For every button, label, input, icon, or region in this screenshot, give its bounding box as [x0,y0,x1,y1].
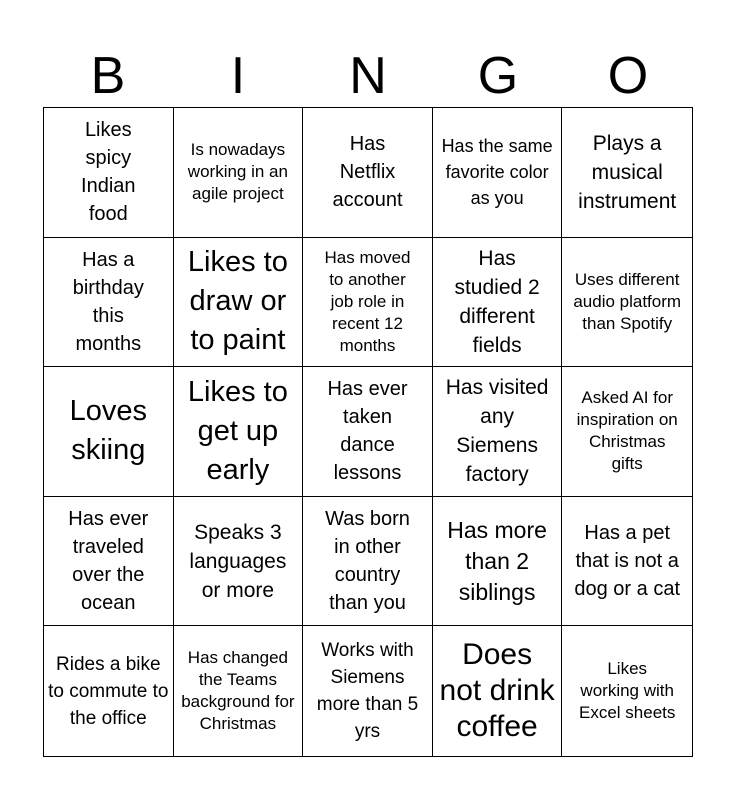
bingo-cell[interactable] [562,108,692,238]
bingo-board [43,107,693,757]
bingo-cell[interactable] [174,626,304,756]
cell-label: Has ever traveled over the ocean [68,508,149,615]
cell-label: Likes to draw or to paint [187,246,288,357]
bingo-cell[interactable] [433,238,563,368]
cell-label: Has studied 2 different fields [454,246,540,357]
bingo-cell[interactable] [303,497,433,627]
header-letter-b: B [90,47,126,105]
bingo-cell[interactable] [174,238,304,368]
cell-label: Has changed the Teams background for Christmas [181,648,295,734]
bingo-cell[interactable] [562,626,692,756]
bingo-cell[interactable] [44,497,174,627]
cell-label: Has the same favorite color as you [441,136,553,209]
cell-label: Speaks 3 languages or more [189,520,287,602]
cell-label: Has visited any Siemens factory [445,376,549,487]
bingo-cell[interactable] [303,108,433,238]
bingo-cell[interactable] [44,238,174,368]
bingo-cell[interactable] [44,626,174,756]
cell-label: Asked AI for inspiration on Christmas gifts [576,388,678,474]
header-letter-n: N [349,47,387,105]
cell-label: Has moved to another job role in recent 12 months [324,247,411,355]
bingo-cell[interactable] [562,367,692,497]
bingo-cell[interactable] [433,497,563,627]
cell-label: Has Netflix account [332,133,403,212]
cell-label: Likes spicy Indian food [81,119,136,226]
cell-label: Does not drink coffee [439,638,555,744]
bingo-cell[interactable] [174,367,304,497]
cell-label: Loves skiing [69,395,147,467]
bingo-header [43,46,693,106]
cell-label: Has a pet that is not a dog or a cat [574,522,680,601]
cell-label: Works with Siemens more than 5 yrs [316,640,419,743]
bingo-cell[interactable] [433,108,563,238]
header-letter-g: G [477,47,519,105]
bingo-cell[interactable] [433,367,563,497]
cell-label: Has more than 2 siblings [447,516,547,605]
header-letter-o: O [607,47,649,105]
cell-label: Likes working with Excel sheets [579,659,676,723]
bingo-cell[interactable] [174,108,304,238]
cell-label: Is nowadays working in an agile project [187,140,288,204]
bingo-cell[interactable] [44,367,174,497]
cell-label: Was born in other country than you [325,508,410,615]
bingo-cell[interactable] [562,497,692,627]
bingo-cell[interactable] [562,238,692,368]
bingo-cell[interactable] [174,497,304,627]
bingo-cell[interactable] [433,626,563,756]
bingo-cell[interactable] [303,626,433,756]
bingo-cell[interactable] [44,108,174,238]
cell-label: Plays a musical instrument [578,131,677,213]
cell-label: Has ever taken dance lessons [327,378,408,485]
bingo-cell[interactable] [303,238,433,368]
cell-label: Likes to get up early [187,375,288,486]
cell-label: Has a birthday this months [72,248,144,355]
cell-label: Uses different audio platform than Spotify [573,269,682,333]
cell-label: Rides a bike to commute to the office [48,653,169,729]
header-letter-i: I [230,47,246,105]
bingo-cell[interactable] [303,367,433,497]
